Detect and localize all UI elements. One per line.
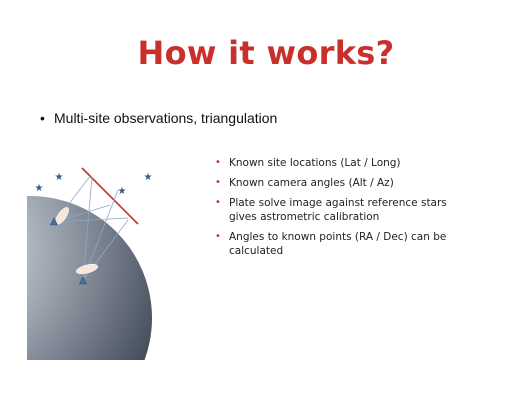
- bullet-dot-icon: •: [215, 177, 221, 188]
- bullet-dot-icon: •: [215, 231, 221, 242]
- star-icon: ★: [143, 172, 153, 183]
- triangulation-diagram: [0, 150, 200, 365]
- page-title: How it works?: [137, 34, 395, 72]
- star-icon: ★: [54, 172, 64, 183]
- main-bullet-text: Multi-site observations, triangulation: [54, 110, 278, 126]
- star-icon: ★: [117, 186, 127, 197]
- sub-bullet-list: [215, 156, 465, 264]
- list-item: [215, 176, 465, 190]
- list-item: [215, 230, 465, 258]
- main-bullet: [40, 110, 277, 126]
- bullet-dot-icon: •: [215, 197, 221, 208]
- star-icon: ★: [34, 183, 44, 194]
- bullet-dot-icon: •: [40, 110, 45, 126]
- bullet-dot-icon: •: [215, 157, 221, 168]
- list-item-text: Plate solve image against reference stars gives astrometric calibration: [229, 197, 447, 223]
- earth-globe: [0, 196, 152, 365]
- list-item-text: Known site locations (Lat / Long): [229, 157, 401, 169]
- list-item: [215, 156, 465, 170]
- list-item-text: Known camera angles (Alt / Az): [229, 177, 394, 189]
- list-item: [215, 196, 465, 224]
- list-item-text: Angles to known points (RA / Dec) can be calculated: [229, 231, 447, 257]
